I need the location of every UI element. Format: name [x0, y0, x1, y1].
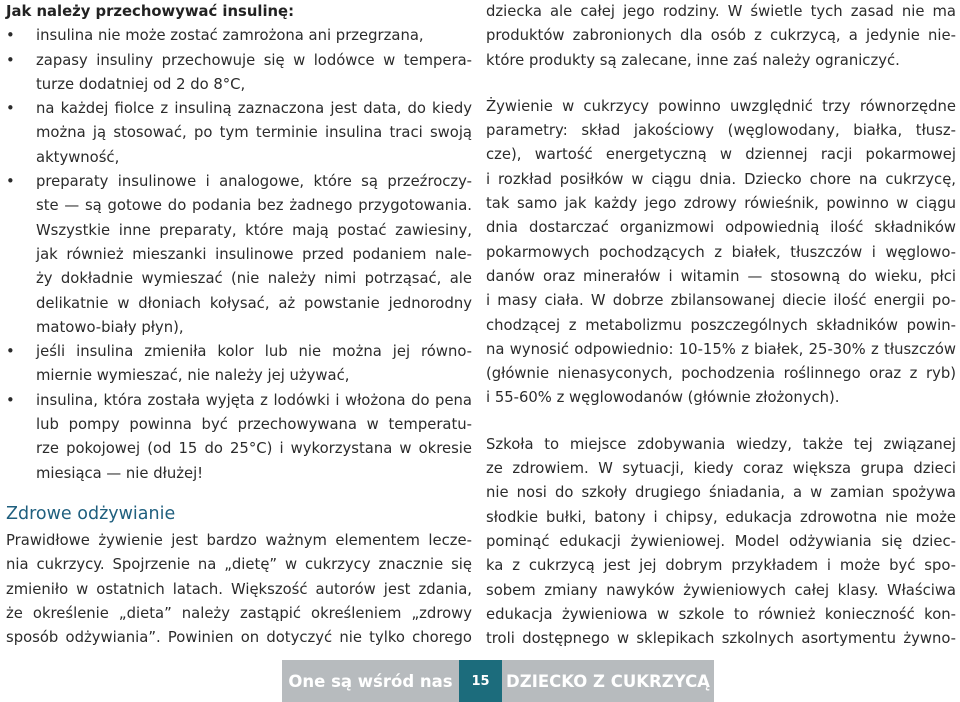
bullet-dot: •: [6, 100, 15, 118]
bullet-item: [6, 97, 472, 170]
right-paragraphs: [486, 0, 956, 651]
paragraph-line: zmieniło w ostatnich latach. Większość autorów jest zdania,: [6, 580, 472, 598]
paragraph-line: na wynosić odpowiednio: 10-15% z białek, 25-30% z tłuszczów: [486, 340, 956, 358]
paragraph-line: danów oraz minerałów i witamin — stosowną do wieku, płci: [486, 267, 956, 285]
bullet-line: lub pompy powinna być przechowywana w temperatu-: [36, 416, 472, 434]
bullet-line: ży dokładnie wymieszać (nie należy nimi potrząsać, ale: [36, 270, 472, 288]
paragraph-line: pokarmowych pochodzących z białek, tłuszczów i węglowo-: [486, 243, 956, 261]
bullet-line: insulina, która została wyjęta z lodówki i włożona do pena: [36, 391, 472, 409]
paragraph-line: i 55-60% z węglowodanów (głównie złożonych).: [486, 389, 840, 407]
bullet-line: jak również mieszanki insulinowe przed podaniem nale-: [36, 245, 472, 263]
paragraph-line: troli dostępnego w sklepikach szkolnych asortymentu żywno-: [486, 630, 956, 648]
paragraph-line: (głównie nienasyconych, pochodzenia roślinnego oraz z ryb): [486, 365, 956, 383]
paragraph-line: i rozkład posiłków w ciągu dnia. Dziecko chore na cukrzycę,: [486, 170, 956, 188]
bullet-line: miesiąca — nie dłużej!: [36, 464, 204, 482]
paragraph-line: nia cukrzycy. Spojrzenie na „dietę” w cukrzycy znacznie się: [6, 556, 472, 574]
paragraph-line: cze), wartość energetyczną w dziennej racji pokarmowej: [486, 146, 956, 164]
bullet-item: [6, 49, 472, 98]
bullet-line: turze dodatniej od 2 do 8°C,: [36, 75, 246, 93]
paragraph-line: dziecka ale całej jego rodziny. W świetle tych zasad nie ma: [486, 3, 956, 20]
bullet-line: zapasy insuliny przechowuje się w lodówce w tempera-: [36, 51, 472, 69]
bullet-line: miernie wymieszać, nie należy jej używać,: [36, 367, 350, 385]
paragraph-line: że określenie „dieta” należy zastąpić określeniem „zdrowy: [6, 604, 472, 622]
paragraph-line: nie nosi do szkoły drugiego śniadania, a w zamian spożywa: [486, 484, 956, 502]
page-number: 15: [459, 660, 502, 702]
paragraph-line: tak samo jak każdy jego zdrowy rówieśnik, powinno w ciągu: [486, 195, 956, 213]
paragraph-line: parametry: skład jakościowy (węglowodany, białka, tłusz-: [486, 122, 956, 140]
paragraph-line: edukacja żywieniowa w szkole to również konieczność kon-: [486, 605, 956, 623]
bullet-item: [6, 340, 472, 389]
bullet-line: delikatnie w dłoniach kołysać, aż powstanie jednorodny: [36, 294, 472, 312]
bullet-line: ste — są gotowe do podania bez żadnego przygotowania.: [36, 197, 472, 215]
healthy-eating-paragraph: [6, 529, 472, 650]
paragraph-line: chodzącej z metabolizmu poszczególnych składników powin-: [486, 316, 956, 334]
paragraph-line: sobem zmiany nawyków żywieniowych całej klasy. Właściwa: [486, 581, 956, 599]
footer-series-label: One są wśród nas: [282, 660, 459, 702]
bullet-line: można ją stosować, po tym terminie insulina traci swoją: [36, 124, 472, 142]
paragraph-line: ka z cukrzycą jest jej dobrym przykładem i może być spo-: [486, 557, 956, 575]
bullet-dot: •: [6, 173, 15, 191]
paragraph-line: dnia dostarczać organizmowi odpowiednią ilość składników: [486, 219, 956, 237]
paragraph-line: i masy ciała. W dobrze zbilansowanej diecie ilość energii po-: [486, 292, 956, 310]
paragraph-line: ze zdrowiem. W sytuacji, kiedy coraz większa grupa dzieci: [486, 460, 956, 478]
paragraph-line: Prawidłowe żywienie jest bardzo ważnym elementem lecze-: [6, 531, 472, 549]
bullet-line: rze pokojowej (od 15 do 25°C) i wykorzystana w okresie: [36, 440, 472, 458]
paragraph-line: Żywienie w cukrzycy powinno uwzględnić trzy równorzędne: [486, 97, 956, 115]
paragraph: [486, 433, 956, 652]
bullet-item: [6, 24, 472, 48]
storage-heading: Jak należy przechowywać insulinę:: [6, 3, 294, 20]
bullet-line: preparaty insulinowe i analogowe, które są przeźroczy-: [36, 173, 472, 191]
paragraph: [486, 95, 956, 411]
bullet-dot: •: [6, 27, 15, 45]
storage-bullet-list: [6, 24, 472, 486]
bullet-item: [6, 389, 472, 486]
page-footer: [282, 660, 714, 702]
right-column: [486, 0, 956, 651]
paragraph-line: słodkie bułki, batony i chipsy, edukacja zdrowotna nie może: [486, 508, 956, 526]
paragraph-line: Szkoła to miejsce zdobywania wiedzy, także tej związanej: [486, 435, 956, 453]
paragraph-line: sposób odżywiania”. Powinien on dotyczyć nie tylko chorego: [6, 629, 472, 647]
bullet-line: Wszystkie inne preparaty, które mają postać zawiesiny,: [36, 221, 472, 239]
bullet-line: insulina nie może zostać zamrożona ani przegrzana,: [36, 27, 424, 45]
bullet-line: matowo-biały płyn),: [36, 318, 184, 336]
paragraph-line: które produkty są zalecane, inne zaś należy ograniczyć.: [486, 51, 900, 69]
bullet-line: jeśli insulina zmieniła kolor lub nie można jej równo-: [36, 343, 472, 361]
bullet-line: na każdej fiolce z insuliną zaznaczona jest data, do kiedy: [36, 100, 472, 118]
bullet-dot: •: [6, 343, 15, 361]
bullet-item: [6, 170, 472, 340]
paragraph-line: pominąć edukacji żywieniowej. Model odżywiania się dziec-: [486, 532, 956, 550]
section-title-healthy-eating: Zdrowe odżywianie: [6, 503, 176, 524]
paragraph-gap: [486, 73, 956, 95]
bullet-line: aktywność,: [36, 148, 120, 166]
bullet-dot: •: [6, 51, 15, 69]
left-column: [6, 0, 472, 650]
paragraph-gap: [486, 411, 956, 433]
bullet-dot: •: [6, 391, 15, 409]
footer-title-label: DZIECKO Z CUKRZYCĄ: [502, 660, 714, 702]
paragraph-line: produktów zabronionych dla osób z cukrzycą, a jedynie nie-: [486, 27, 956, 45]
paragraph: [486, 0, 956, 73]
